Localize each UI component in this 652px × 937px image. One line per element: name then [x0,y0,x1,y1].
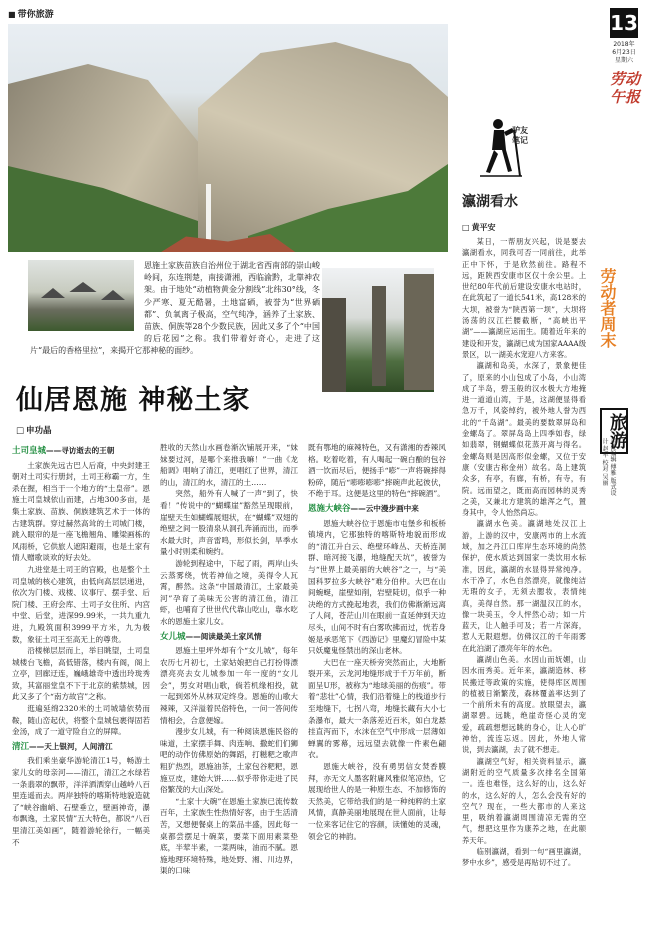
section-banner-name: 劳动者周末 [598,268,617,348]
issue-date: 2018年 6月23日 星期六 [612,41,636,64]
section-banner [598,268,640,449]
side-article-title: 瀛湖看水 [462,194,518,210]
column-3: 既有鄂地的麻辣特色，又有潇湘的香辣风格。吃着吃着，有人喝起一碗白酿的包谷酒一饮而尽后，便扬手“嘭”一声将碗摔得粉碎，随后“嘭嘭嘭嘭”摔碗声此起彼伏，不绝于耳。这便是这里的特色“摔碗酒”。 恩施大峡谷——云中漫步画中来 恩施大峡谷位于恩施市屯堡乡和板桥镇境内，它那独特的喀斯特地貌而形成的“清江升白云、绝壁环峰丛、天桥连洞群、暗河接飞瀑，地缝配天坑”，被誉为与“世界上最美丽的大峡谷”之一，与“美国科罗拉多大峡谷”难分伯仲。大巴在山间蜿蜒，崖壁如削，岩壁陡切，似乎一种决绝的方式挽起地表，我们仿佛渐渐远离了人间，苍茫山川在眼前一直延伸到天边尽头，山间不时有白雾吹拂而过，恍若身姬是承恶笔下《西游记》里魔幻冒险中某只妖魔鬼怪禁出的深山老林。 大巴在一座天桥旁突然而止，大地断裂开来，云龙河地缝形成于千万年前，断面呈U形，被称为“地球美丽的伤痕”。带着“悲壮”心情，我们沿着缝上的栈道步行至地缝下，七拐八弯，地缝长藏有大小七条瀑布，最大一条落差近百米，如白龙悬挂直泻而下，水沫在空气中形成一层薄如蝉翼的雾幕，远远望去就像一件素色翩衣。 恩施大峡谷，没有勇男信女焚香膜拜，亦无文人墨客附庸风雅似笔凉热，它展现给世人的是一种原生态、不加修饰的天然美，它带给我们的是一种纯粹的土家风情，真静美丽地展现在世人面前，让每一位来客记住它的容颜，读懂她的灵魂，领会它的神韵。 [308,443,446,841]
section-label: ■ 带你旅游 [8,8,448,22]
subhead-qingjiang: 清江——天上银河，人间清江 [12,741,113,752]
intro-paragraph: 恩施土家族苗族自治州位于湖北省西南部的崇山峻岭间，东连荆楚，南接潇湘，西临渝黔，北靠神农架。由于地处“动植物黄金分割线”北纬30°线，冬少严寒、夏无酷暑，土地富硒，被誉为“世界硒都”、负氧离子极高，空气纯净，涵养了土家族、苗族、侗族等28个少数民族，因此又多了个“中国的后花园”之称。我们带着好奇心，走进了这片“最后的香格里拉”，来揭开它那神秘的面纱。 [30,261,320,356]
column-label: 驴友 笔记 [512,126,528,145]
headline: 仙居恩施 神秘土家 [16,385,251,416]
side-column [458,8,644,932]
inset-photo-canyon [320,266,436,394]
subhead-grand-canyon: 恩施大峡谷——云中漫步画中来 [308,503,419,514]
hero-photo [8,24,448,252]
section-banner-topic: 旅游 [607,413,628,449]
subhead-nuercheng: 女儿城——阅读最美土家风情 [160,631,262,642]
page-number: 13 [610,8,638,38]
side-byline: □ 黄平安 [462,222,496,233]
column-1: 土司皇城——寻访逝去的王朝 土家族先远古巴人后裔，中央封建王朝对土司实行册封，土司王称霸一方，生杀在握，相当于一个地方的“土皇帝”。恩施土司皇城依山而建，占地300多亩，是集土家族、苗族、侗族建筑艺术于一体的古建筑群。穿过赫然高耸的土司城门楼，跳入眼帘的是一座飞檐翘角、雕梁画栋的风雨桥，它供旅人遮阳避雨，也是土家有情人赠歌谈欢的好去处。 九进堂是土司王的宫殿，也是整个土司皇城的核心建筑，由低向高层层递进，依次为门楼、戏楼、议事厅、摆手堂、后院门楼、王府会库、土司子女住所、内宫中堂、后堂，进深99.99米，一共九重九进，九殿筑面积3999平方米，九为极数，象征土司王至高无上的尊贵。 沿楼梯层层而上，举目眺望，土司皇城楼台飞檐，高低错落，楼内有阁，阁上立亭，回廊迂连，巍峨雄奇中透出玲珑秀致，其富丽堂皇不下于北京的紫禁城，因此又多了个“南方故宫”之称。 逛遍延绵2320米的土司城墙依势而鞍，随山峦起伏，将整个皇城包裹得固若金汤，成了一道守险自立的屏障。 清江——天上银河，人间清江 我们乘坐豪华游轮清江1号，畅游土家儿女的母亲河——清江，清江之水绿若一条翡翠的飘带，洋洋洒洒穿山越岭八百里连遥而去。两岸独特的喀斯特地貌造就了“峡谷幽峭、石壁垂立，壁画神奇，瀑布飘逸，土家民情”五大特色，都说“八百里清江美如画”，随着游轮徐行，一幅美不 [12,446,150,847]
editor-credits: 责任编辑 傅雅 版式设计 赵军 校对 吴丽 [601,438,616,496]
article-columns [12,442,446,932]
column-2: 胜收的天然山水画卷渐次铺展开来，“妹妹要过河，是哪个来推我嘛！”一曲《龙船调》唱响了清江，更唱红了世界，清江的山，清江的水，清江的土…… 突然，船外有人喊了一声“到了，快看！”传说中的“蝴蝶崖”豁然呈现眼前，崖壁天生如蝴蝶展翅状，在“蝴蝶”双翅的绝壁之间一股清泉从洞孔奔涌而出，而季水最大时，声音雷鸣，形似长剑，旱季水量小时则柔和婉约。 游轮到程途中，下起了雨，两岸山头云蒸雾绕，恍若神仙之境，美得令人瓦霄，醉然。这条“中国最清江，土家最美河”孕育了美味无公害的清江鱼，清江虾，也哺育了世世代代靠山吃山，靠水吃水的恩施土家儿女。 女儿城——阅读最美土家风情 恩施土里坪外却有个“女儿城”，每年农历七月初七，土家姑娘把自己打扮得漂漂亮亮去女儿城参加一年一度的“女儿会”，男女对唱山歌，倘若机缘相投，就一起到郊外从林双定终身。恩施的山歌大辣辣，又洋溢着民俗特色，一问一答间传情相会，合意便嫁。 漫步女儿城，有一种阅读恩施民俗的味道，土家摆手舞、肉连响、撒蛇们们狮吧的动作仿佛原始的舞蹈，打糍粑之歌声粗犷热烈，恩施油茶，土家包谷粑粑，恩施豆皮，建始大饼……似乎带你走进了民俗繁茂的大山深处。 “土家十大碗”在恩施土家族已流传数百年，土家族生性热情好客，由于生活清苦，又想便餐桌上的菜品丰盛，因此每一桌都尝摆足十碗菜，要菜下面用素菜垫底，半荤半素，一菜两味，油而不腻。恩施地理环境特殊，地处野、湘、川边界，渠的口味 [160,443,298,876]
byline: □ 申功晶 [16,424,52,436]
subhead-tusi-city: 土司皇城——寻访逝去的王朝 [12,446,115,456]
side-article-body: 某日，一帮朋友兴起，说是要去瀛湖看水，同我可否一同前往，此举正中下怀，于是欣然前往。路程不远，距陕西安康市区仅十余公里。上世纪80年代前后建设安康水电站时，在此筑起了一道长541米，高128米的大坝，被誉为“陕西第一坝”，大坝将汤荡的汉江拦腰截断，“高峡出平湖”——瀛湖应运而生。随着近年来的建设和开发，瀛湖已成为国家AAAA级景区，以一湖美水宠迎八方来客。 瀛湖和岛美，水深了，景象便佳了，原来的小山包成了小岛，小山湾成了半岛，碧玉般的汉水极大方地掩进一道道山湾，于是，这湖便显得看急万千，风姿绰约，被外地人誉为西北的“千岛湖”。最美的要数翠屏岛和金螺岛了。翠屏岛岛上四季如春，绿如翡翠，钢蝴蝶似花蒸开离与得名。金螺岛则是因高形似金螺，又位于安康（安康古称金州）故名。岛上建筑众多，有亭，有廊，有桥，有寺，有院。远而望之，既而高而园林的灵秀之美，又兼北方建筑的雄浑之气，置身其中，令人怡然尚忘。 瀛湖水色美。瀛湖地处汉江上游，上游的汉中，安康两市的上水流域，加之丹江口库岸生态环境的尚然保护，使水质达到国家一类饮用水标准，因此，瀛湖的水显得异常纯净。水干净了，水色自然漂亮，就像纯洁无瑕的女子，无须去腮妆，表情纯真，美得自然。那一湖温汉江的水，像一块美玉，令人怦然心动；如一片蓝天，让人触手可及；若一片深海，惹人无限遐想。仿佛汉江的千年雨雾在此泊湖了漂亮年年的水色。 瀛湖山色美。水因山而妩媚，山因水而秀美。近年来，瀛湖造林、移民搬迁等政策的实施，使得库区周围的植被日渐繁茂，森林覆盖率达到了一个前所未有的高度。放眼望去，瀛湖翠碧。远眺，绝崖奇怪心灵的宠爱，疏疏想想远眺的身心，让人心旷神怡，流连忘返。因此，外地人常说，到去瀛湖，去了就不想走。 瀛湖空气好，相关资料显示，瀛湖附近的空气质量多次排名全国第一。连也难怪，这么好的山，这么好的水，这么好的人，怎么会没有好的空气？现在，一些大都市的人来这里，吸纳着瀛湖周围清凉无需的空气，想把这里作为康养之地，在此颐养天年。 临别瀛湖，看到一句“画里瀛湖，梦中水乡”，感受是再贴切不过了。 [462,237,586,868]
main-article [8,8,448,932]
masthead-logo: 劳动午报 [610,70,641,106]
